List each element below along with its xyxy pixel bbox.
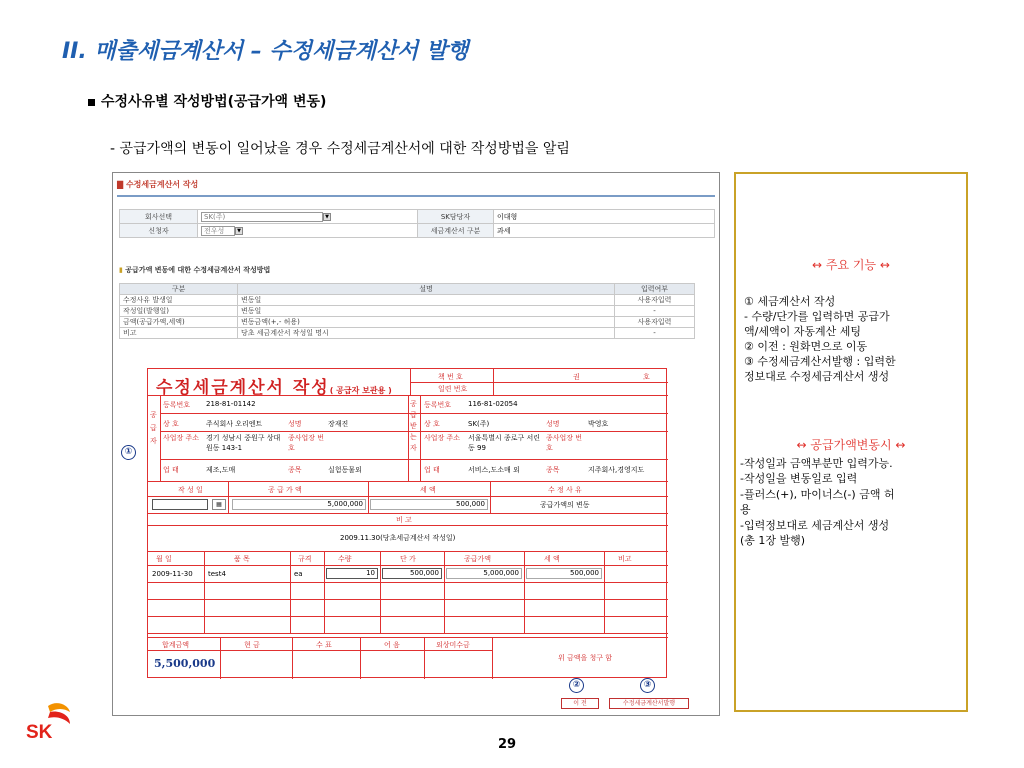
panel-line: -입력정보대로 세금계산서 생성: [740, 519, 890, 532]
feature-panel: [734, 172, 968, 712]
table-header-row: 구분 설명 입력여부: [120, 284, 695, 295]
panel-line: 액/세액이 자동계산 세팅: [744, 325, 861, 338]
line-supply-input[interactable]: 5,000,000: [446, 568, 522, 579]
type-label: 세금계산서 구분: [418, 224, 494, 238]
applicant-label: 신청자: [120, 224, 198, 238]
book-number-label: 책 번 호: [438, 373, 463, 381]
supplier-item: 실험동물외: [328, 466, 362, 474]
book-ho: 호: [643, 373, 650, 381]
marker-1: ①: [121, 445, 136, 460]
applicant-select[interactable]: 전우성 ▼: [198, 224, 418, 238]
bullet-square-icon: [88, 99, 95, 106]
panel-line: -작성일과 금액부분만 입력가능.: [740, 457, 893, 470]
claim-text: 위 금액을 청구 함: [558, 654, 613, 662]
supply-amount-input[interactable]: 5,000,000: [232, 499, 366, 510]
unit-price-input[interactable]: 500,000: [382, 568, 442, 579]
bill-label: 어 음: [384, 641, 400, 649]
invoice-title: 수정세금계산서 작성( 공급자 보관용 ): [156, 378, 392, 398]
marker-3: ③: [640, 678, 655, 693]
supplier-side-label: 공급자: [150, 411, 157, 445]
serial-number-label: 일련 번호: [438, 385, 468, 393]
panel-line: 정보대로 수정세금계산서 생성: [744, 370, 890, 383]
table-row: 수정사유 발생일 변동일 사용자입력: [120, 295, 695, 306]
buyer-side-label: 공급받는자: [410, 400, 417, 452]
table-row: 비고 당초 세금계산서 작성일 명시 -: [120, 328, 695, 339]
note-label: 비 고: [396, 516, 412, 524]
panel-line: - 수량/단가를 입력하면 공급가: [744, 310, 890, 323]
panel-line: ③ 수정세금계산서발행 : 입력한: [744, 355, 896, 368]
buyer-reg-number: 116-81-02054: [468, 400, 518, 408]
panel-heading-main-features: ↔ 주요 기능 ↔: [812, 258, 890, 272]
tax-label: 세 액: [420, 486, 436, 494]
section-heading: [88, 91, 326, 111]
supplier-rep: 장재진: [328, 420, 349, 428]
check-label: 수 표: [316, 641, 332, 649]
manager-label: SK담당자: [418, 210, 494, 224]
supplier-address: 경기 성남시 중원구 상대원동 143-1: [206, 434, 281, 452]
book-kwon: 권: [573, 373, 580, 381]
panel-line: 용: [740, 503, 751, 516]
table-row: 금액(공급가액,세액) 변동금액(+,- 허용) 사용자입력: [120, 317, 695, 328]
tax-amount-input[interactable]: 500,000: [370, 499, 488, 510]
type-value: 과세: [494, 224, 715, 238]
supplier-business: 제조,도매: [206, 466, 236, 474]
info-table: [119, 209, 715, 238]
supplier-name: 주식회사 오리엔트: [206, 420, 263, 428]
supply-label: 공 급 가 액: [268, 486, 302, 494]
company-label: 회사선택: [120, 210, 198, 224]
line-date: 2009-11-30: [152, 570, 193, 578]
method-title: ▮ 공급가액 변동에 대한 수정세금계산서 작성방법: [119, 266, 271, 274]
panel-line: -플러스(+), 마이너스(-) 금액 허: [740, 488, 895, 501]
buyer-business: 서비스,도소매 외: [468, 466, 520, 474]
date-input[interactable]: [152, 499, 208, 510]
buyer-address: 서울특별시 종로구 서린동 99: [468, 434, 541, 452]
slide-title: II. 매출세금계산서 – 수정세금계산서 발행: [62, 39, 469, 64]
invoice-screen: [112, 172, 720, 716]
line-item: test4: [208, 570, 226, 578]
buyer-rep: 박영호: [588, 420, 609, 428]
dropdown-arrow-icon[interactable]: ▼: [323, 213, 331, 221]
table-row: 작성일(발행일) 변동일 -: [120, 306, 695, 317]
calendar-icon[interactable]: ▦: [212, 499, 226, 510]
reason-value: 공급가액의 변동: [540, 501, 590, 509]
date-label: 작 성 일: [178, 486, 203, 494]
header-divider: [117, 195, 715, 197]
method-table: [119, 283, 695, 339]
total-amount: 5,500,000: [154, 657, 216, 670]
total-label: 합계금액: [162, 641, 190, 649]
svg-text:SK: SK: [26, 722, 53, 740]
credit-label: 외상미수금: [436, 641, 470, 649]
screen-header: ▇ 수정세금계산서 작성: [117, 180, 199, 189]
description-line: - 공급가액의 변동이 일어났을 경우 수정세금계산서에 대한 작성방법을 알림: [110, 141, 570, 157]
reason-label: 수 정 사 유: [548, 486, 582, 494]
note-value: 2009.11.30(당초세금계산서 작성일): [340, 534, 456, 542]
dropdown-arrow-icon[interactable]: ▼: [235, 227, 243, 235]
company-select[interactable]: SK(주) ▼: [198, 210, 418, 224]
quantity-input[interactable]: 10: [326, 568, 378, 579]
tax-invoice-form: 수정세금계산서 작성( 공급자 보관용 ) 책 번 호 일련 번호 권 호 공급자 공급받는자 등록번호 218-81-01142 등록번호 116-81-02054 상 호 주식회사 오리엔트 성명 장재진 상 호 SK(주) 성명 박영호 사업장 주소 경기 성남시 중원구 상대원동 143-1 종사업장 번호 사업장 주소 서울특별시 종로구 서린동 99 종사업장 번호 업 태 제조,도매 종목 실험동물외 업 태 서비스,도소매 외 종목 지주회사,경영지도 작 성 일 공 급 가 액 세 액 수 정 사 유 ▦ 5,000,000 500,000 공급가액의 변동 비 고 2009.11.30(당초세금계산서 작성일) 월 일 품 목 규격 수량 단 가 공급가액 세 액 비고 2009-11-30 test4 ea 10 500,000 5,000,000 500,000 합계금액 현 금 수 표 어 음 외상미수금 5,500,000 위 금액을 청구 함: [147, 368, 667, 678]
line-spec: ea: [294, 570, 303, 578]
panel-line: ① 세금계산서 작성: [744, 295, 836, 308]
line-tax-input[interactable]: 500,000: [526, 568, 602, 579]
cash-label: 현 금: [244, 641, 260, 649]
prev-button[interactable]: 이 전: [561, 698, 599, 709]
sk-logo: [26, 700, 82, 740]
buyer-name: SK(주): [468, 420, 490, 428]
panel-line: -작성일을 변동일로 입력: [740, 472, 858, 485]
manager-value: 이대형: [494, 210, 715, 224]
panel-line: (총 1장 발행): [740, 534, 806, 547]
panel-line: ② 이전 : 원화면으로 이동: [744, 340, 868, 353]
buyer-item: 지주회사,경영지도: [588, 466, 645, 474]
panel-heading-supply-change: ↔ 공급가액변동시 ↔: [796, 438, 906, 452]
issue-button[interactable]: 수정세금계산서발행: [609, 698, 689, 709]
section-heading-text: 수정사유별 작성방법(공급가액 변동): [101, 94, 327, 110]
supplier-reg-number: 218-81-01142: [206, 400, 256, 408]
marker-2: ②: [569, 678, 584, 693]
page-number: 29: [498, 737, 517, 752]
